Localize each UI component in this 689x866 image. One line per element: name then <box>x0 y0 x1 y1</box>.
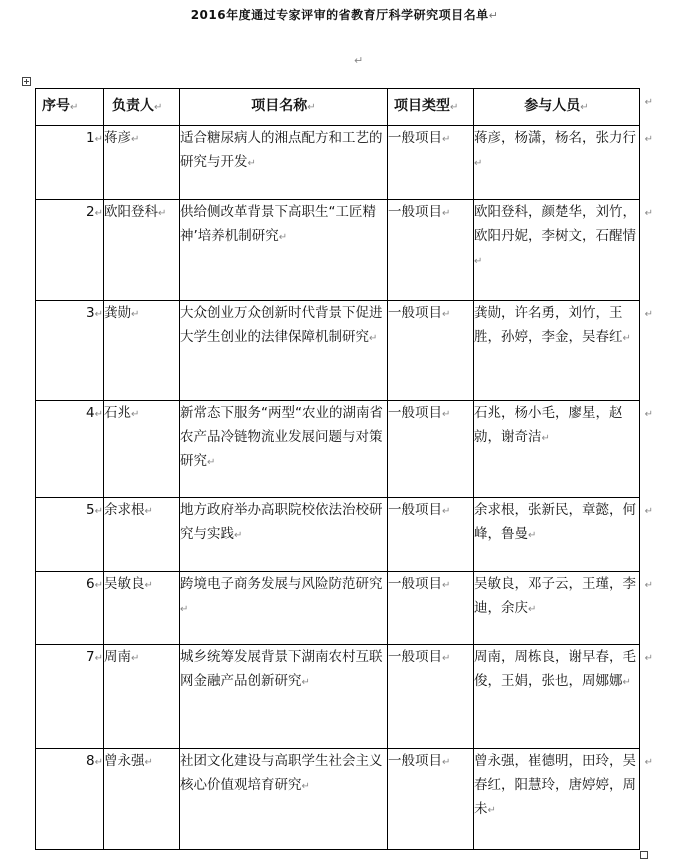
project-type-cell-text: 一般项目 <box>388 130 442 146</box>
row-end-mark: ↵ <box>644 653 653 664</box>
seq-cell-text: 3 <box>86 305 95 321</box>
cell-end-mark: ↵ <box>442 208 451 219</box>
header-cell-seq[interactable]: 序号↵ <box>36 89 104 126</box>
leader-cell[interactable] <box>104 572 180 645</box>
cell-end-mark: ↵ <box>94 653 103 664</box>
cell-end-mark: ↵ <box>301 677 310 688</box>
project-name-cell-text: 新常态下服务“两型“农业的湖南省农产品冷链物流业发展问题与对策研究 <box>180 405 383 469</box>
header-label-participants: 参与人员 <box>524 98 581 114</box>
seq-cell[interactable] <box>36 301 104 401</box>
seq-cell[interactable] <box>36 645 104 749</box>
project-name-cell[interactable] <box>180 126 388 200</box>
project-name-cell[interactable] <box>180 498 388 572</box>
row-end-mark: ↵ <box>644 757 653 768</box>
seq-cell[interactable] <box>36 749 104 850</box>
table-row <box>36 126 640 200</box>
cell-end-mark: ↵ <box>180 604 189 615</box>
project-name-cell-text: 城乡统筹发展背景下湖南农村互联网金融产品创新研究 <box>180 649 383 689</box>
cell-end-mark: ↵ <box>144 506 153 517</box>
cell-end-mark: ↵ <box>442 409 451 420</box>
cell-end-mark: ↵ <box>94 757 103 768</box>
project-type-cell-text: 一般项目 <box>388 576 442 592</box>
seq-cell-text: 5 <box>86 502 95 518</box>
cell-end-mark: ↵ <box>131 134 140 145</box>
project-table <box>35 88 653 850</box>
cell-end-mark: ↵ <box>442 757 451 768</box>
project-name-cell[interactable] <box>180 645 388 749</box>
project-type-cell[interactable] <box>388 401 474 498</box>
project-name-cell-text: 供给侧改革背景下高职生“工匠精神’培养机制研究 <box>180 204 376 244</box>
project-type-cell-text: 一般项目 <box>388 649 442 665</box>
cell-end-mark: ↵ <box>94 580 103 591</box>
leader-cell[interactable] <box>104 301 180 401</box>
project-name-cell-text: 适合糖尿病人的湘点配方和工艺的研究与开发 <box>180 130 383 170</box>
seq-cell-text: 7 <box>86 649 95 665</box>
project-name-cell-text: 地方政府举办高职院校依法治校研究与实践 <box>180 502 383 542</box>
leader-cell[interactable] <box>104 498 180 572</box>
table-header-row <box>36 89 640 126</box>
header-cell-project-type[interactable]: 项目类型↵ <box>388 89 474 126</box>
leader-cell-text: 石兆 <box>104 405 131 421</box>
seq-cell-text: 2 <box>86 204 95 220</box>
project-name-cell-text: 大众创业万众创新时代背景下促进大学生创业的法律保障机制研究 <box>180 305 383 345</box>
header-cell-leader[interactable]: 负责人↵ <box>104 89 180 126</box>
leader-cell-text: 龚勋 <box>104 305 131 321</box>
project-name-cell[interactable] <box>180 200 388 301</box>
cell-end-mark: ↵ <box>474 256 483 267</box>
cell-end-mark: ↵ <box>442 506 451 517</box>
row-end-mark: ↵ <box>644 506 653 517</box>
cell-end-mark: ↵ <box>94 506 103 517</box>
project-name-cell-text: 跨境电子商务发展与风险防范研究 <box>180 576 383 592</box>
project-type-cell-text: 一般项目 <box>388 753 442 769</box>
leader-cell-text: 周南 <box>104 649 131 665</box>
project-type-cell[interactable] <box>388 749 474 850</box>
header-label-seq: 序号 <box>42 98 70 114</box>
leader-cell[interactable] <box>104 401 180 498</box>
header-cell-participants[interactable]: 参与人员↵ ↵ <box>474 89 640 126</box>
project-name-cell[interactable] <box>180 572 388 645</box>
seq-cell[interactable] <box>36 572 104 645</box>
seq-cell-text: 1 <box>86 130 95 146</box>
table-move-handle-icon[interactable] <box>22 77 31 86</box>
cell-end-mark: ↵ <box>144 580 153 591</box>
project-type-cell[interactable] <box>388 200 474 301</box>
project-name-cell[interactable] <box>180 401 388 498</box>
header-label-project-type: 项目类型 <box>394 98 450 114</box>
participants-cell[interactable] <box>474 401 653 498</box>
participants-cell-text: 石兆，杨小毛，廖星，赵勍，谢奇洁 <box>474 405 623 445</box>
cell-end-mark: ↵ <box>94 134 103 145</box>
cell-end-mark: ↵ <box>528 604 537 615</box>
seq-cell-text: 4 <box>86 405 95 421</box>
cell-end-mark: ↵ <box>131 409 140 420</box>
table-row <box>36 749 640 850</box>
participants-cell-text: 吴敏良，邓子云，王瑾，李迪，余庆 <box>474 576 636 616</box>
row-end-mark: ↵ <box>644 134 653 145</box>
project-name-cell-text: 社团文化建设与高职学生社会主义核心价值观培育研究 <box>180 753 383 793</box>
participants-cell-text: 周南，周栋良，谢早春，毛俊，王娟，张也，周娜娜 <box>474 649 636 689</box>
participants-cell[interactable] <box>474 749 653 850</box>
leader-cell[interactable] <box>104 749 180 850</box>
cell-end-mark: ↵ <box>487 805 496 816</box>
cell-end-mark: ↵ <box>278 232 288 243</box>
participants-cell[interactable] <box>474 498 653 572</box>
participants-cell[interactable] <box>474 126 653 200</box>
table-row <box>36 645 640 749</box>
project-type-cell-text: 一般项目 <box>388 405 442 421</box>
cell-end-mark: ↵ <box>369 333 378 344</box>
cell-end-mark: ↵ <box>94 309 103 320</box>
cell-end-mark: ↵ <box>94 208 103 219</box>
table-row <box>36 200 640 301</box>
row-end-mark: ↵ <box>644 208 653 219</box>
table-resize-handle[interactable] <box>640 851 648 859</box>
participants-cell-text: 曾永强，崔德明，田玲，吴春红，阳慧玲，唐婷婷，周未 <box>474 753 636 817</box>
project-name-cell[interactable] <box>180 749 388 850</box>
seq-cell-text: 8 <box>86 753 95 769</box>
cell-end-mark: ↵ <box>131 309 140 320</box>
participants-cell-text: 龚勋，许名勇，刘竹，王胜，孙婷，李金，吴春红 <box>474 305 623 345</box>
cell-end-mark: ↵ <box>474 158 483 169</box>
participants-cell-text: 余求根，张新民，章懿，何峰，鲁曼 <box>474 502 636 542</box>
leader-cell[interactable] <box>104 200 180 301</box>
project-type-cell[interactable] <box>388 126 474 200</box>
seq-cell-text: 6 <box>86 576 95 592</box>
cell-end-mark: ↵ <box>247 158 256 169</box>
project-type-cell[interactable] <box>388 645 474 749</box>
participants-cell[interactable] <box>474 301 653 401</box>
cell-end-mark: ↵ <box>442 134 451 145</box>
leader-cell-text: 吴敏良 <box>104 576 145 592</box>
cell-end-mark: ↵ <box>541 433 550 444</box>
participants-cell[interactable] <box>474 572 653 645</box>
project-type-cell-text: 一般项目 <box>388 204 442 220</box>
table-row <box>36 572 640 645</box>
paragraph-mark: ↵ <box>354 54 364 67</box>
paragraph-mark: ↵ <box>488 9 499 22</box>
seq-cell[interactable] <box>36 200 104 301</box>
cell-end-mark: ↵ <box>207 457 216 468</box>
cell-end-mark: ↵ <box>622 677 631 688</box>
cell-end-mark: ↵ <box>442 653 451 664</box>
project-name-cell[interactable] <box>180 301 388 401</box>
leader-cell-text: 余求根 <box>104 502 145 518</box>
project-type-cell[interactable] <box>388 301 474 401</box>
header-cell-project-name[interactable]: 项目名称↵ <box>180 89 388 126</box>
row-end-mark: ↵ <box>644 580 653 591</box>
table-row <box>36 498 640 572</box>
participants-cell-text: 蒋彦，杨潇，杨名，张力行 <box>474 130 636 146</box>
participants-cell-text: 欧阳登科，颜楚华，刘竹，欧阳丹妮，李树文，石醒情 <box>474 204 636 244</box>
leader-cell-text: 欧阳登科 <box>104 204 158 220</box>
seq-cell[interactable] <box>36 126 104 200</box>
leader-cell-text: 蒋彦 <box>104 130 131 146</box>
header-label-leader: 负责人 <box>112 98 154 114</box>
seq-cell[interactable] <box>36 401 104 498</box>
project-type-cell-text: 一般项目 <box>388 502 442 518</box>
cell-end-mark: ↵ <box>442 309 451 320</box>
project-type-cell[interactable] <box>388 498 474 572</box>
cell-end-mark: ↵ <box>158 208 167 219</box>
project-type-cell-text: 一般项目 <box>388 305 442 321</box>
document-title <box>0 6 689 23</box>
participants-cell[interactable] <box>474 200 653 301</box>
cell-end-mark: ↵ <box>234 530 243 541</box>
row-end-mark: ↵ <box>644 409 653 420</box>
leader-cell-text: 曾永强 <box>104 753 145 769</box>
participants-cell[interactable] <box>474 645 653 749</box>
row-end-mark: ↵ <box>644 309 653 320</box>
seq-cell[interactable] <box>36 498 104 572</box>
cell-end-mark: ↵ <box>528 530 537 541</box>
project-type-cell[interactable] <box>388 572 474 645</box>
table-row <box>36 401 640 498</box>
cell-end-mark: ↵ <box>442 580 451 591</box>
cell-end-mark: ↵ <box>144 757 153 768</box>
cell-end-mark: ↵ <box>131 653 140 664</box>
table-row <box>36 301 640 401</box>
document-title-text: 2016年度通过专家评审的省教育厅科学研究项目名单 <box>190 8 489 22</box>
cell-end-mark: ↵ <box>622 333 631 344</box>
leader-cell[interactable] <box>104 126 180 200</box>
cell-end-mark: ↵ <box>301 781 310 792</box>
cell-end-mark: ↵ <box>94 409 103 420</box>
header-label-project-name: 项目名称 <box>251 98 308 114</box>
leader-cell[interactable] <box>104 645 180 749</box>
